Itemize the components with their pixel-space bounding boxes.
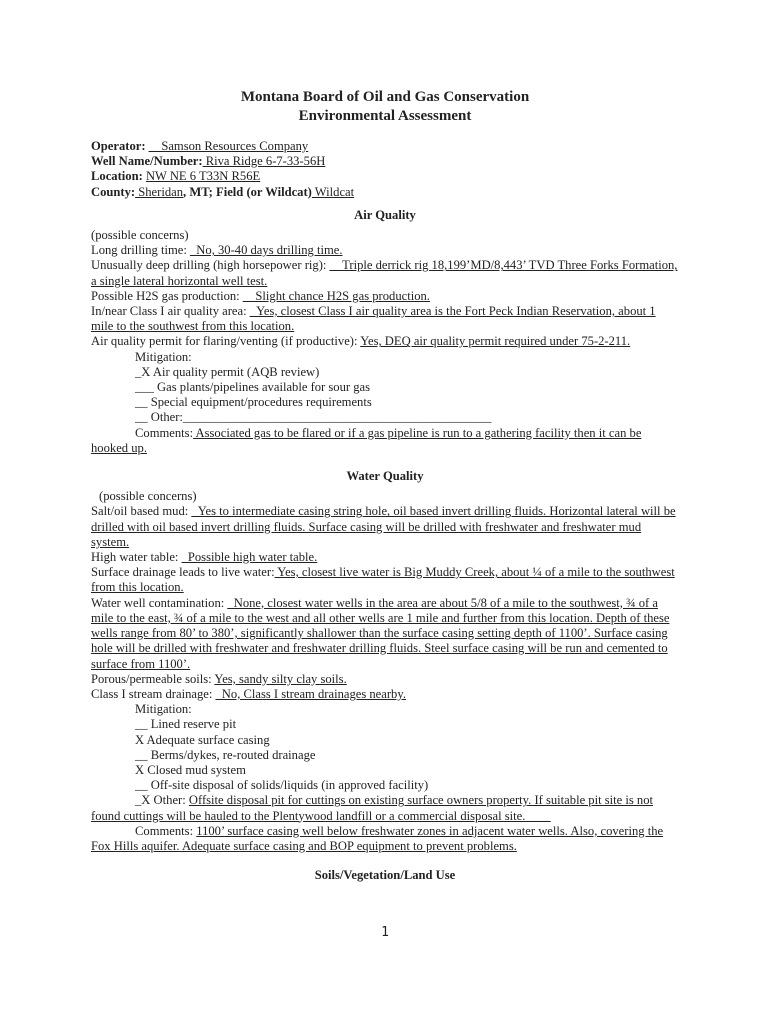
air-permit-value: Yes, DEQ air quality permit required under 75-2-211. [360,334,631,349]
water-table [91,550,679,565]
water-mud-label: Salt/oil based mud: [91,504,192,519]
air-mitigation-4: __ Other:_________________________________________________ [135,410,492,425]
location-label: Location: [91,169,143,184]
operator-line [91,139,679,154]
location-value: NW NE 6 T33N R56E [145,169,261,184]
air-mitigation-2: ___ Gas plants/pipelines available for sour gas [135,380,371,395]
air-concerns: (possible concerns) [91,228,189,243]
soils-heading: Soils/Vegetation/Land Use [314,868,456,883]
water-comments-label: Comments: [135,823,197,838]
operator-value: __Samson Resources Company [148,139,309,153]
water-drainage [91,565,679,595]
air-deep-label: Unusually deep drilling (high horsepower rig): [91,258,330,273]
air-drilling-time [91,243,679,258]
water-other-value: Offsite disposal pit for cuttings on existing surface owners property. If suitable pit site is not found cuttings will be hauled to the Plentywood landfill or a commercial disposal site.____ [91,793,654,823]
county-line [91,185,679,200]
water-table-label: High water table: [91,550,182,565]
air-drilling-time-label: Long drilling time: [91,243,190,258]
water-drainage-value: Yes, closest live water is Big Muddy Creek, about ¼ of a mile to the southwest from this location. [91,565,675,595]
water-table-value: _Possible high water table. [181,550,318,565]
air-deep-drilling [91,258,679,288]
county-value: Sheridan [135,184,184,199]
water-other-prefix: _X [135,793,151,808]
well-line [91,154,679,169]
air-h2s-label: Possible H2S gas production: [91,288,243,303]
water-mitigation-5: __ Off-site disposal of solids/liquids (in approved facility) [135,778,429,793]
air-drilling-time-value: _No, 30-40 days drilling time. [190,243,343,258]
water-other-label: Other: [150,793,189,808]
air-h2s-value: __Slight chance H2S gas production. [242,288,430,303]
air-class1 [91,304,679,334]
air-comments-value: Associated gas to be flared or if a gas pipeline is run to a gathering facility then it can be hooked up. [91,425,642,455]
water-mitigation-label: Mitigation: [135,702,192,717]
document-title: Montana Board of Oil and Gas Conservation [240,89,530,105]
air-class1-label: In/near Class I air quality area: [91,304,250,319]
water-wells-value: _None, closest water wells in the area are about 5/8 of a mile to the southwest, ¾ of a mile to the east, ¾ of a mile to the west and all other wells are 1 mile and further from this location. Depth of these wells range from 80’ to 380’, significantly shallower than the surface casing setting depth of 1100’. Surface casing hole will be drilled with freshwater and freshwater drilling fluids. Steel surface casing will be run and cemented to surface from 1100’. [91,595,670,671]
operator-label: Operator: [91,139,146,153]
field-value: Wildcat [311,184,355,199]
water-soils [91,672,679,687]
water-stream [91,687,679,702]
water-stream-value: _No, Class I stream drainages nearby. [215,686,406,701]
water-mud [91,504,679,550]
air-comments-label: Comments: [135,425,194,440]
water-wells [91,596,679,672]
water-soils-value: Yes, sandy silty clay soils. [214,671,347,686]
water-mitigation-3: __ Berms/dykes, re-routed drainage [135,747,316,762]
water-comments [91,824,679,854]
water-mitigation-1: __ Lined reserve pit [135,717,237,732]
air-permit [91,334,679,349]
air-deep-value: __Triple derrick rig 18,199’MD/8,443’ TVD Three Forks Formation, a single lateral horizontal well test. [91,258,678,288]
location-line [91,169,679,184]
water-quality-heading: Water Quality [346,469,424,484]
water-mud-value: _Yes to intermediate casing string hole, oil based invert drilling fluids. Horizontal lateral will be drilled with oil based invert drilling fluids. Surface casing will be drilled with freshwater and freshwater mud system. [91,504,676,549]
air-permit-label: Air quality permit for flaring/venting (if productive): [91,334,361,349]
air-comments [91,426,679,456]
water-comments-value: 1100’ surface casing well below freshwater zones in adjacent water wells. Also, covering the Fox Hills aquifer. Adequate surface casing and BOP equipment to prevent problems. [91,823,664,853]
air-quality-heading: Air Quality [354,207,416,222]
field-label: , MT; Field (or Wildcat) [183,184,312,199]
water-mitigation-other [91,793,679,823]
air-mitigation-3: __ Special equipment/procedures requirements [135,395,372,410]
air-class1-value: _Yes, closest Class I air quality area is the Fort Peck Indian Reservation, about 1 mile to the southwest from this location. [91,304,656,334]
air-mitigation-1: _X Air quality permit (AQB review) [135,364,320,379]
water-concerns: (possible concerns) [99,489,197,504]
water-soils-label: Porous/permeable soils: [91,671,215,686]
water-wells-label: Water well contamination: [91,595,228,610]
water-drainage-label: Surface drainage leads to live water: [91,565,275,580]
air-mitigation-label: Mitigation: [135,349,192,364]
document-subtitle: Environmental Assessment [298,108,472,124]
well-value: Riva Ridge 6-7-33-56H [202,154,326,169]
page-number: 1 [381,925,389,940]
water-mitigation-4: X Closed mud system [135,762,246,777]
water-stream-label: Class I stream drainage: [91,686,216,701]
water-mitigation-2: X Adequate surface casing [135,732,270,747]
document-page [91,88,679,888]
county-label: County: [91,184,136,199]
well-label: Well Name/Number: [91,154,203,169]
air-h2s [91,289,679,304]
